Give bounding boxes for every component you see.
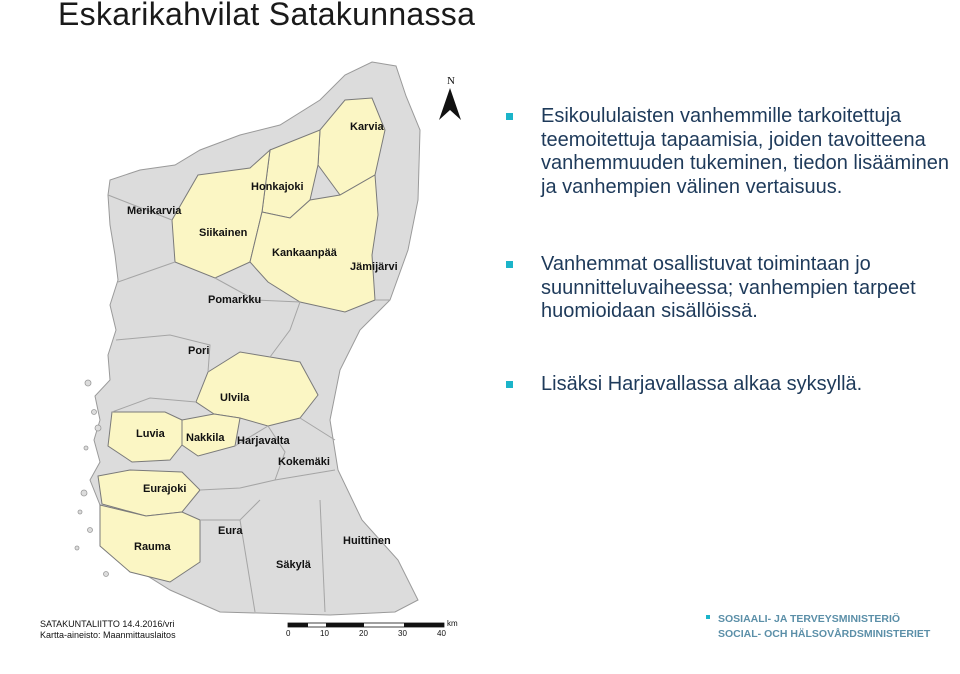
bullet-item (504, 253, 954, 324)
label-eurajoki: Eurajoki (143, 483, 187, 495)
scale-tick: 10 (320, 629, 329, 638)
label-merikarvia: Merikarvia (127, 205, 182, 217)
ministry-logo (706, 612, 930, 642)
scale-unit: km (447, 619, 458, 628)
label-ulvila: Ulvila (220, 392, 250, 404)
label-jamijarvi: Jämijärvi (350, 261, 398, 273)
label-pomarkku: Pomarkku (208, 294, 262, 306)
label-siikainen: Siikainen (199, 227, 248, 239)
scale-bar (288, 623, 444, 627)
bullet-text: Esikoululaisten vanhemmille tarkoitettuja teemoitettuja tapaamisia, joiden tavoitteena vanhemmuuden tukeminen, tiedon lisääminen ja vanhempien välinen vertaisuus. (541, 105, 950, 198)
bullet-marker-icon (506, 381, 513, 388)
scale-tick: 20 (359, 629, 368, 638)
label-honkajoki: Honkajoki (251, 181, 304, 193)
label-eura: Eura (218, 525, 243, 537)
scale-tick: 40 (437, 629, 446, 638)
label-sakyla: Säkylä (276, 559, 311, 571)
satakunta-map (60, 55, 490, 655)
bullet-item (504, 373, 954, 397)
label-pori: Pori (188, 345, 210, 357)
label-rauma: Rauma (134, 541, 171, 553)
ministry-mark-icon (706, 615, 710, 619)
ministry-name-sv: SOCIAL- OCH HÄLSOVÅRDSMINISTERIET (718, 628, 931, 640)
label-kokemaki: Kokemäki (278, 456, 330, 468)
label-nakkila: Nakkila (186, 432, 225, 444)
bullet-text: Vanhemmat osallistuvat toimintaan jo suunnitteluvaiheessa; vanhempien tarpeet huomioidaan sisällöissä. (541, 253, 916, 322)
bullet-marker-icon (506, 113, 513, 120)
bullet-text: Lisäksi Harjavallassa alkaa syksyllä. (541, 372, 863, 395)
map-credit-line2: Kartta-aineisto: Maanmittauslaitos (40, 630, 176, 640)
label-harjavalta: Harjavalta (237, 435, 290, 447)
label-kankaanpaa: Kankaanpää (272, 247, 337, 259)
bullet-marker-icon (506, 261, 513, 268)
north-label: N (447, 75, 455, 87)
scale-tick: 30 (398, 629, 407, 638)
label-luvia: Luvia (136, 428, 165, 440)
bullet-list (504, 105, 954, 396)
scale-tick: 0 (286, 629, 291, 638)
bullet-item (504, 105, 954, 199)
label-karvia: Karvia (350, 121, 384, 133)
map-credit-line1: SATAKUNTALIITTO 14.4.2016/vri (40, 619, 175, 629)
ministry-name-fi: SOSIAALI- JA TERVEYSMINISTERIÖ (718, 613, 901, 625)
page-title: Eskarikahvilat Satakunnassa (58, 0, 476, 32)
label-huittinen: Huittinen (343, 535, 391, 547)
